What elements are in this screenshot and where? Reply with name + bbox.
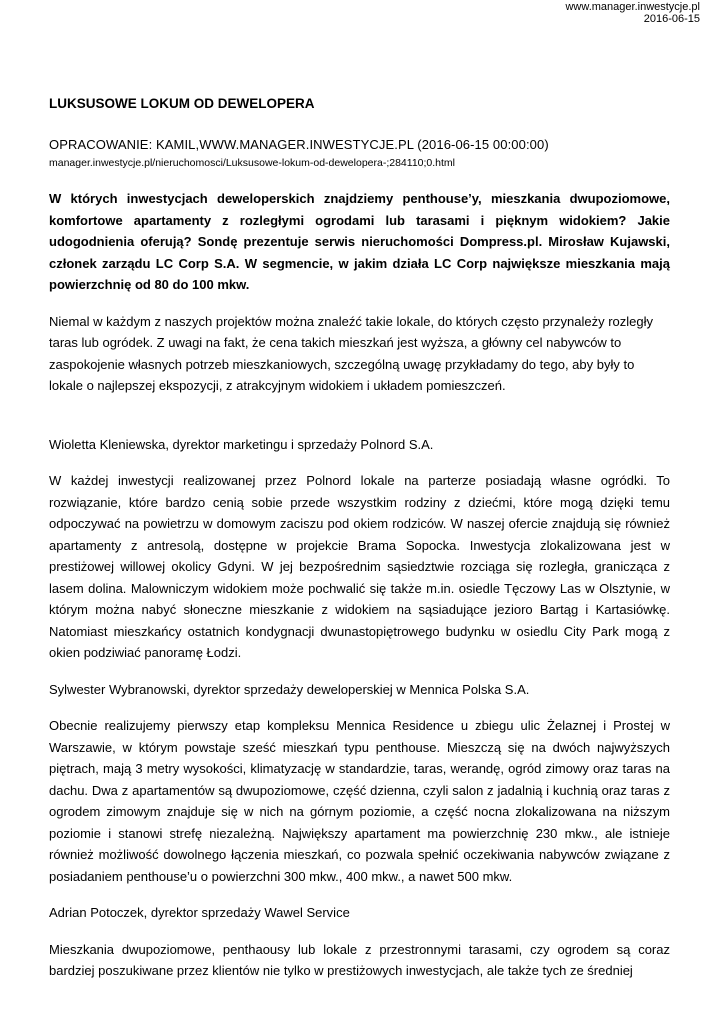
article-title: LUKSUSOWE LOKUM OD DEWELOPERA (49, 96, 315, 111)
paragraph-4: Mieszkania dwupoziomowe, penthaousy lub lokale z przestronnymi tarasami, czy ogrodem są coraz bardziej poszukiwane przez klientów nie tylko w prestiżowych inwestycjach, ale także tych ze średniej (49, 941, 670, 978)
header-site: www.manager.inwestycje.pl (565, 1, 700, 13)
paragraph-1: Niemal w każdym z naszych projektów można znaleźć takie lokale, do których często przynależy rozległy taras lub ogródek. Z uwagi na fakt, że cena takich mieszkań jest wyższa, a główny cel nabywców to zaspokojenie własnych potrzeb mieszkaniowych, szczególną uwagę przykładamy do tego, aby były to lokale o najlepszej ekspozycji, z atrakcyjnym widokiem i układem pomieszczeń. (49, 313, 654, 393)
article-url: manager.inwestycje.pl/nieruchomosci/Luksusowe-lokum-od-dewelopera-;284110;0.html (49, 157, 456, 169)
article-byline: OPRACOWANIE: KAMIL,WWW.MANAGER.INWESTYCJE.PL (2016-06-15 00:00:00) (49, 137, 549, 152)
paragraph-2: W każdej inwestycji realizowanej przez Polnord lokale na parterze posiadają własne ogródki. To rozwiązanie, które bardzo cenią sobie przede wszystkim rodziny z dziećmi, które mogą dzięki temu odpoczywać na powietrzu w domowym zaciszu pod okiem rodziców. W naszej ofercie znajdują się również apartamenty z antresolą, dostępne w projekcie Brama Sopocka. Inwestycja zlokalizowana jest w prestiżowej willowej okolicy Gdyni. W jej bezpośrednim sąsiedztwie rozciąga się rozległa, granicząca z lasem dolina. Malowniczym widokiem może pochwalić się także m.in. osiedle Tęczowy Las w Olsztynie, w którym można nabyć słoneczne mieszkanie z widokiem na sąsiadujące jezioro Bartąg i Kartasiówkę. Natomiast mieszkańcy ostatnich kondygnacji dwunastopiętrowego budynku w osiedlu City Park mogą z okien podziwiać panoramę Łodzi. (49, 473, 670, 660)
paragraph-3: Obecnie realizujemy pierwszy etap kompleksu Mennica Residence u zbiegu ulic Żelaznej i Prostej w Warszawie, w którym powstaje sześć mieszkań typu penthouse. Mieszczą się na dwóch najwyższych piętrach, mają 3 metry wysokości, klimatyzację w standardzie, taras, werandę, ogród zimowy oraz taras na dachu. Dwa z apartamentów są dwupoziomowe, część dzienna, czyli salon z jadalnią i kuchnią oraz taras z ogrodem zimowym znajduje się w nich na górnym poziomie, a część nocna zlokalizowana na niższym poziomie i stanowi strefę niezależną. Największy apartament ma powierzchnię 230 mkw., ale istnieje również możliwość dowolnego łączenia mieszkań, co pozwala spełnić oczekiwania nabywców związane z posiadaniem penthouse’u o powierzchni 300 mkw., 400 mkw., a nawet 500 mkw. (49, 718, 670, 884)
spacer (49, 412, 670, 434)
header-date: 2016-06-15 (643, 13, 700, 25)
page-header (565, 1, 700, 25)
speaker-kleniewska: Wioletta Kleniewska, dyrektor marketingu i sprzedaży Polnord S.A. (49, 436, 434, 452)
article-body (49, 96, 670, 997)
speaker-potoczek: Adrian Potoczek, dyrektor sprzedaży Wawel Service (49, 905, 350, 920)
speaker-wybranowski: Sylwester Wybranowski, dyrektor sprzedaży deweloperskiej w Mennica Polska S.A. (49, 681, 530, 697)
article-lead: W których inwestycjach deweloperskich znajdziemy penthouse’y, mieszkania dwupoziomowe, komfortowe apartamenty z rozległymi ogrodami lub tarasami i pięknym widokiem? Jakie udogodnienia oferują? Sondę prezentuje serwis nieruchomości Dompress.pl. Mirosław Kujawski, członek zarządu LC Corp S.A. W segmencie, w jakim działa LC Corp największe mieszkania mają powierzchnię od 80 do 100 mkw. (49, 191, 670, 292)
